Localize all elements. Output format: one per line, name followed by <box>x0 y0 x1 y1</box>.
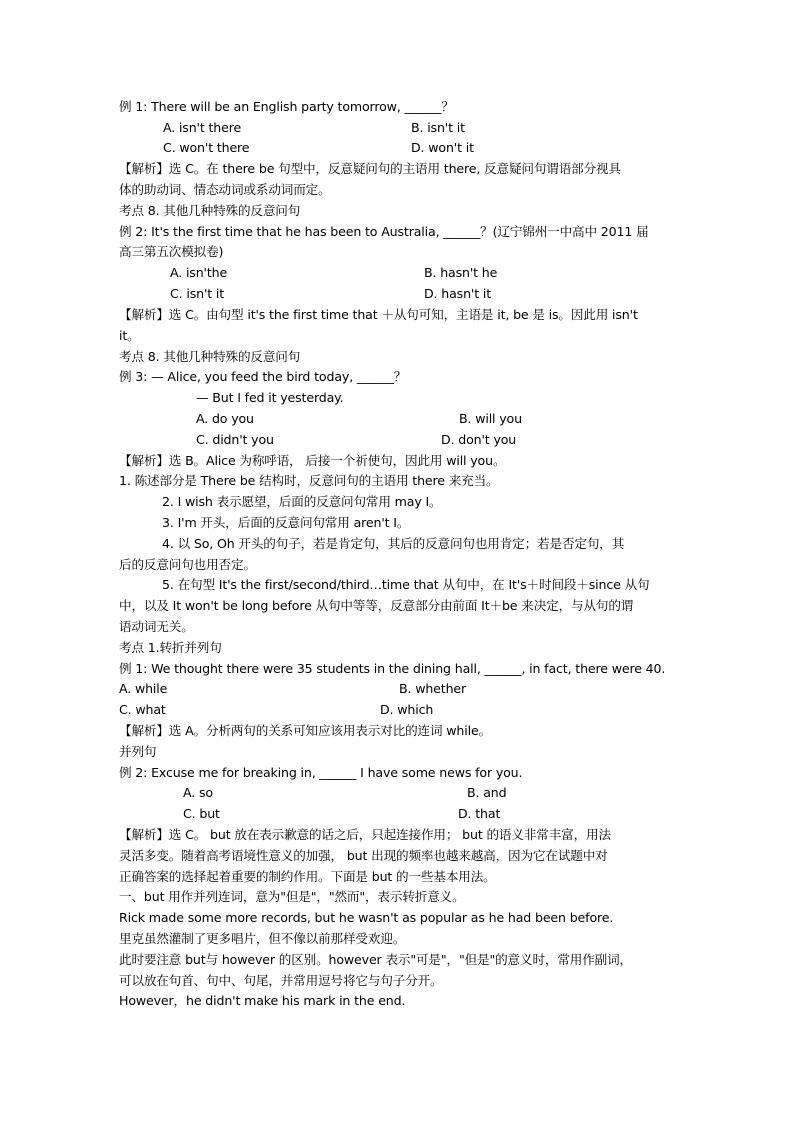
analysis-text: it。 <box>119 328 140 343</box>
section-heading: 考点 8. 其他几种特殊的反意问句 <box>119 203 301 218</box>
analysis-text: 灵活多变。随着高考语境性意义的加强， but 出现的频率也越来越高，因为它在试题中对 <box>119 848 608 863</box>
analysis-text: 【解析】选 C。由句型 it's the first time that ＋从句可知，主语是 it, be 是 is。因此用 isn't <box>119 307 638 322</box>
rule-item: 3. I'm 开头，后面的反意问句常用 aren't I。 <box>162 515 410 530</box>
option-c: C. isn't it <box>170 286 225 301</box>
example-sentence: Rick made some more records, but he wasn't as popular as he had been before. <box>119 910 614 925</box>
analysis-text: 【解析】选 A。分析两句的关系可知应该用表示对比的连词 while。 <box>119 723 491 738</box>
option-c: C. didn't you <box>196 432 274 447</box>
analysis-text: 体的助动词、情态动词或系动词而定。 <box>119 182 331 197</box>
usage-heading: 一、but 用作并列连词，意为"但是"，"然而"，表示转折意义。 <box>119 889 465 904</box>
rule-item: 5. 在句型 It's the first/second/third…time that 从句中，在 It's＋时间段＋since 从句 <box>162 577 650 592</box>
rule-item: 后的反意问句也用否定。 <box>119 557 256 572</box>
analysis-text: 正确答案的选择起着重要的制约作用。下面是 but 的一些基本用法。 <box>119 869 496 884</box>
option-a: A. isn'the <box>170 265 228 280</box>
option-b: B. and <box>467 785 507 800</box>
option-c: C. but <box>183 806 220 821</box>
example-question: 高三第五次模拟卷) <box>119 244 224 259</box>
rule-item: 中，以及 It won't be long before 从句中等等，反意部分由前面 It＋be 来决定，与从句的谓 <box>119 598 634 613</box>
section-heading: 考点 8. 其他几种特殊的反意问句 <box>119 349 301 364</box>
translation-text: 里克虽然灌制了更多唱片，但不像以前那样受欢迎。 <box>119 931 406 946</box>
section-heading: 并列句 <box>119 744 157 759</box>
example-question: 例 2: Excuse me for breaking in, ______ I have some news for you. <box>119 765 523 780</box>
analysis-text: 【解析】选 B。Alice 为称呼语， 后接一个祈使句，因此用 will you。 <box>119 453 506 468</box>
option-d: D. hasn't it <box>424 286 491 301</box>
rule-item: 语动词无关。 <box>119 619 194 634</box>
option-b: B. isn't it <box>411 120 465 135</box>
dialogue-reply: — But I fed it yesterday. <box>196 390 344 405</box>
analysis-text: 【解析】选 C。在 there be 句型中，反意疑问句的主语用 there, 反意疑问句谓语部分视具 <box>119 161 621 176</box>
option-a: A. so <box>183 785 213 800</box>
example-question: 例 3: — Alice, you feed the bird today, ______？ <box>119 369 407 384</box>
analysis-text: 【解析】选 C。 but 放在表示歉意的话之后，只起连接作用； but 的语义非常丰富，用法 <box>119 827 611 842</box>
example-question: 例 2: It's the first time that he has been to Australia, ______？(辽宁锦州一中高中 2011 届 <box>119 224 649 239</box>
option-b: B. hasn't he <box>424 265 498 280</box>
option-c: C. won't there <box>163 140 250 155</box>
option-b: B. will you <box>459 411 522 426</box>
section-heading: 考点 1.转折并列句 <box>119 640 222 655</box>
usage-note: 此时要注意 but与 however 的区别。however 表示"可是"，"但是"的意义时，常用作副词， <box>119 952 632 967</box>
option-c: C. what <box>119 702 166 717</box>
rule-item: 1. 陈述部分是 There be 结构时，反意问句的主语用 there 来充当。 <box>119 473 499 488</box>
option-d: D. won't it <box>411 140 474 155</box>
option-a: A. do you <box>196 411 254 426</box>
example-question: 例 1: There will be an English party tomorrow, ______？ <box>119 99 454 114</box>
option-d: D. which <box>380 702 434 717</box>
rule-item: 4. 以 So, Oh 开头的句子，若是肯定句，其后的反意问句也用肯定；若是否定句，其 <box>162 536 625 551</box>
rule-item: 2. I wish 表示愿望，后面的反意问句常用 may I。 <box>162 494 442 509</box>
option-d: D. don't you <box>441 432 517 447</box>
option-b: B. whether <box>399 681 467 696</box>
option-a: A. isn't there <box>163 120 242 135</box>
example-question: 例 1: We thought there were 35 students in the dining hall, ______, in fact, there were 40. <box>119 661 666 676</box>
option-d: D. that <box>458 806 501 821</box>
example-sentence: However，he didn't make his mark in the end. <box>119 993 406 1008</box>
option-a: A. while <box>119 681 168 696</box>
usage-note: 可以放在句首、句中、句尾，并常用逗号将它与句子分开。 <box>119 973 443 988</box>
